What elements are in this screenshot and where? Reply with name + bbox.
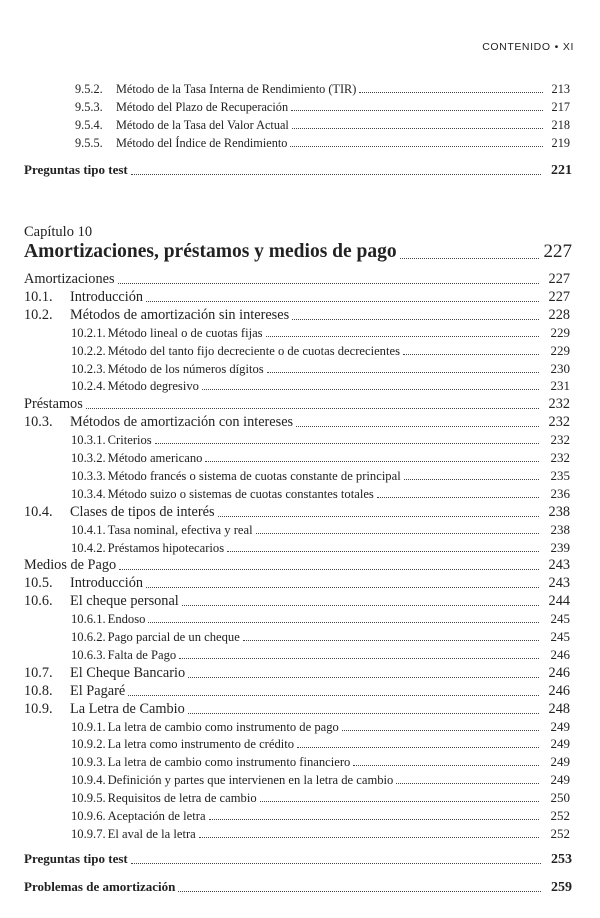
- entry-number: 10.9.5.: [71, 791, 106, 806]
- entry-number: 10.9.7.: [71, 826, 106, 841]
- entry-title: Método de la Tasa Interna de Rendimiento (TIR): [116, 82, 357, 96]
- toc-entry-test[interactable]: [24, 851, 572, 868]
- dot-leader: [148, 622, 539, 623]
- entry-number: 10.3.3.: [71, 468, 106, 483]
- entry-number: 10.2.: [24, 306, 53, 323]
- entry-number: 9.5.4.: [75, 118, 103, 132]
- chapter-page: 227: [543, 241, 572, 262]
- entry-page: 253: [551, 852, 572, 867]
- entry-number: 10.6.: [24, 593, 53, 610]
- entry-page: 239: [550, 539, 570, 555]
- entry-title: El Cheque Bancario: [70, 664, 186, 681]
- entry-page: 245: [550, 629, 570, 644]
- entry-number: 10.9.2.: [71, 737, 106, 752]
- entry-title: Método francés o sistema de cuotas constante de principal: [107, 468, 401, 483]
- entry-page: 249: [550, 736, 570, 752]
- entry-title: Método lineal o de cuotas fijas: [107, 325, 263, 340]
- entry-page: 235: [550, 467, 570, 483]
- entry-page: 218: [551, 118, 570, 132]
- toc-section-entry[interactable]: [24, 414, 570, 431]
- entry-page: 252: [550, 825, 570, 841]
- running-header: [482, 41, 574, 53]
- entry-page: 221: [551, 163, 572, 178]
- dot-leader: [267, 372, 539, 373]
- toc-subsection-entry[interactable]: [71, 647, 570, 663]
- dot-leader: [146, 587, 539, 588]
- entry-page: 232: [550, 450, 570, 465]
- dot-leader: [404, 479, 539, 480]
- entry-page: 249: [550, 718, 570, 734]
- entry-title: La Letra de Cambio: [70, 700, 185, 717]
- entry-title: Amortizaciones: [24, 271, 115, 287]
- dot-leader: [400, 258, 539, 259]
- entry-page: 219: [551, 136, 570, 150]
- dot-leader: [199, 837, 539, 838]
- entry-page: 230: [550, 360, 570, 376]
- toc-subsection-entry[interactable]: [71, 754, 570, 770]
- entry-title: Métodos de amortización con intereses: [70, 414, 294, 431]
- entry-number: 10.9.6.: [71, 809, 106, 823]
- entry-page: 227: [548, 271, 570, 287]
- toc-subsection-entry[interactable]: [71, 522, 570, 538]
- toc-subsection-entry[interactable]: [71, 343, 570, 359]
- entry-title: El cheque personal: [70, 593, 179, 610]
- dot-leader: [131, 174, 541, 175]
- dot-leader: [291, 110, 543, 111]
- toc-subsection-entry[interactable]: [71, 629, 570, 645]
- entry-number: 10.8.: [24, 682, 53, 699]
- entry-page: 250: [550, 790, 570, 806]
- entry-title: Método de la Tasa del Valor Actual: [116, 118, 289, 132]
- toc-subsection-entry[interactable]: [71, 468, 570, 484]
- entry-title: Método del Plazo de Recuperación: [116, 100, 289, 114]
- toc-section-entry[interactable]: [24, 307, 570, 324]
- toc-section-entry[interactable]: [24, 504, 570, 521]
- toc-part-entry[interactable]: [24, 271, 570, 288]
- entry-number: 10.6.2.: [71, 630, 106, 644]
- dot-leader: [118, 283, 539, 284]
- entry-number: 10.4.1.: [71, 522, 106, 537]
- header-title: CONTENIDO: [482, 41, 551, 53]
- entry-title: El Pagaré: [70, 682, 126, 699]
- toc-subsection-entry[interactable]: [71, 432, 570, 448]
- entry-page: 243: [548, 557, 570, 574]
- toc-entry-problems[interactable]: [24, 879, 572, 896]
- entry-page: 229: [550, 342, 570, 358]
- entry-title: Método del tanto fijo decreciente o de cuotas decrecientes: [107, 343, 400, 358]
- entry-page: 232: [550, 432, 570, 448]
- entry-number: 9.5.2.: [75, 82, 103, 96]
- toc-section-entry[interactable]: [24, 575, 570, 592]
- entry-title: Criterios: [107, 433, 152, 448]
- dot-leader: [296, 426, 539, 427]
- entry-title: Método americano: [107, 451, 203, 465]
- entry-number: 10.6.1.: [71, 612, 106, 627]
- entry-title: Problemas de amortización: [24, 879, 176, 894]
- toc-subsection-entry[interactable]: [71, 736, 570, 752]
- toc-entry[interactable]: [75, 136, 570, 151]
- toc-subsection-entry[interactable]: [71, 826, 570, 842]
- entry-title: Método de los números dígitos: [107, 361, 264, 376]
- entry-number: 10.2.3.: [71, 361, 106, 376]
- dot-leader: [188, 677, 539, 678]
- entry-title: Clases de tipos de interés: [70, 503, 215, 520]
- entry-title: Pago parcial de un cheque: [107, 630, 240, 644]
- entry-page: 232: [548, 414, 570, 431]
- entry-title: Método suizo o sistemas de cuotas constantes totales: [107, 486, 374, 501]
- dot-leader: [209, 819, 539, 820]
- entry-title: La letra de cambio como instrumento financiero: [107, 755, 351, 770]
- toc-section-entry[interactable]: [24, 701, 570, 718]
- entry-title: Preguntas tipo test: [24, 162, 128, 177]
- toc-subsection-entry[interactable]: [71, 719, 570, 735]
- toc-section-entry[interactable]: [24, 593, 570, 610]
- entry-number: 10.2.1.: [71, 325, 106, 340]
- entry-title: La letra de cambio como instrumento de pago: [107, 719, 339, 734]
- entry-page: 259: [551, 880, 572, 895]
- entry-title: La letra como instrumento de crédito: [107, 737, 295, 752]
- dot-leader: [179, 658, 539, 659]
- dot-leader: [266, 336, 539, 337]
- entry-title: Endoso: [107, 612, 146, 627]
- entry-number: 10.1.: [24, 288, 53, 305]
- entry-title: Definición y partes que intervienen en la letra de cambio: [107, 773, 394, 788]
- entry-page: 244: [548, 593, 570, 610]
- dot-leader: [342, 730, 539, 731]
- dot-leader: [396, 783, 539, 784]
- entry-page: 246: [548, 682, 570, 699]
- entry-title: Introducción: [70, 288, 144, 305]
- dot-leader: [227, 551, 539, 552]
- entry-page: 249: [550, 772, 570, 788]
- toc-part-entry[interactable]: [24, 396, 570, 413]
- entry-title: Método del Índice de Rendimiento: [116, 136, 288, 150]
- entry-number: 10.4.2.: [71, 540, 106, 555]
- entry-title: Aceptación de letra: [107, 809, 206, 823]
- toc-subsection-entry[interactable]: [71, 325, 570, 341]
- entry-number: 10.4.: [24, 503, 53, 520]
- entry-title: Falta de Pago: [107, 647, 177, 662]
- entry-number: 10.9.: [24, 700, 53, 717]
- entry-page: 217: [551, 100, 570, 114]
- entry-page: 243: [548, 575, 570, 592]
- dot-leader: [377, 497, 539, 498]
- entry-page: 213: [551, 82, 570, 96]
- dot-leader: [188, 713, 539, 714]
- entry-number: 10.2.4.: [71, 379, 106, 394]
- dot-leader: [353, 765, 539, 766]
- entry-number: 10.2.2.: [71, 343, 106, 358]
- entry-title: El aval de la letra: [107, 826, 196, 841]
- dot-leader: [178, 891, 541, 892]
- entry-number: 10.7.: [24, 664, 53, 681]
- entry-page: 248: [548, 700, 570, 717]
- dot-leader: [260, 801, 539, 802]
- dot-leader: [292, 128, 543, 129]
- toc-subsection-entry[interactable]: [71, 808, 570, 824]
- toc-entry[interactable]: [75, 82, 570, 97]
- dot-leader: [290, 146, 543, 147]
- entry-title: Medios de Pago: [24, 557, 117, 574]
- entry-title: Métodos de amortización sin intereses: [70, 306, 290, 323]
- entry-number: 9.5.5.: [75, 136, 103, 150]
- dot-leader: [403, 354, 539, 355]
- dot-leader: [243, 640, 539, 641]
- header-page-number: XI: [562, 41, 574, 53]
- entry-page: 246: [548, 664, 570, 681]
- header-bullet: •: [554, 41, 559, 53]
- toc-subsection-entry[interactable]: [71, 611, 570, 627]
- entry-page: 246: [550, 646, 570, 662]
- dot-leader: [359, 92, 543, 93]
- entry-page: 227: [548, 288, 570, 305]
- entry-number: 10.9.1.: [71, 719, 106, 734]
- dot-leader: [292, 319, 539, 320]
- entry-number: 10.9.4.: [71, 773, 106, 788]
- toc-subsection-entry[interactable]: [71, 540, 570, 556]
- entry-page: 229: [550, 324, 570, 340]
- dot-leader: [155, 443, 539, 444]
- dot-leader: [86, 408, 539, 409]
- entry-page: 236: [550, 485, 570, 501]
- entry-title: Préstamos hipotecarios: [107, 540, 225, 555]
- entry-number: 10.5.: [24, 575, 53, 592]
- entry-title: Método degresivo: [107, 379, 199, 394]
- dot-leader: [119, 569, 539, 570]
- entry-title: Préstamos: [24, 396, 83, 413]
- dot-leader: [297, 747, 539, 748]
- entry-page: 249: [550, 754, 570, 770]
- entry-title: Preguntas tipo test: [24, 851, 128, 866]
- toc-subsection-entry[interactable]: [71, 450, 570, 466]
- chapter-title-entry[interactable]: [24, 241, 572, 263]
- dot-leader: [128, 695, 539, 696]
- toc-subsection-entry[interactable]: [71, 378, 570, 394]
- entry-page: 238: [548, 503, 570, 520]
- toc-entry[interactable]: [75, 118, 570, 133]
- toc-section-entry[interactable]: [24, 665, 570, 682]
- entry-number: 10.9.3.: [71, 755, 106, 770]
- entry-page: 231: [550, 378, 570, 394]
- toc-entry[interactable]: [75, 100, 570, 115]
- toc-entry-test[interactable]: [24, 162, 572, 179]
- entry-number: 10.3.2.: [71, 451, 106, 465]
- chapter-title: Amortizaciones, préstamos y medios de pago: [24, 241, 397, 262]
- dot-leader: [146, 301, 539, 302]
- toc-section-entry[interactable]: [24, 683, 570, 700]
- entry-title: Tasa nominal, efectiva y real: [107, 522, 253, 537]
- entry-page: 245: [550, 611, 570, 627]
- dot-leader: [256, 533, 539, 534]
- dot-leader: [182, 605, 539, 606]
- chapter-label: Capítulo 10: [24, 224, 93, 240]
- toc-subsection-entry[interactable]: [71, 361, 570, 377]
- entry-page: 228: [548, 306, 570, 323]
- toc-section-entry[interactable]: [24, 289, 570, 306]
- dot-leader: [205, 461, 539, 462]
- entry-page: 252: [550, 808, 570, 823]
- toc-part-entry[interactable]: [24, 557, 570, 574]
- entry-number: 10.3.4.: [71, 486, 106, 501]
- toc-subsection-entry[interactable]: [71, 772, 570, 788]
- dot-leader: [131, 863, 541, 864]
- dot-leader: [218, 516, 539, 517]
- entry-title: Introducción: [70, 575, 144, 592]
- entry-number: 9.5.3.: [75, 100, 103, 114]
- entry-page: 232: [548, 396, 570, 413]
- entry-number: 10.3.1.: [71, 433, 106, 448]
- toc-subsection-entry[interactable]: [71, 486, 570, 502]
- entry-number: 10.6.3.: [71, 647, 106, 662]
- entry-page: 238: [550, 521, 570, 537]
- entry-number: 10.3.: [24, 414, 53, 431]
- dot-leader: [202, 389, 539, 390]
- toc-subsection-entry[interactable]: [71, 790, 570, 806]
- entry-title: Requisitos de letra de cambio: [107, 791, 257, 806]
